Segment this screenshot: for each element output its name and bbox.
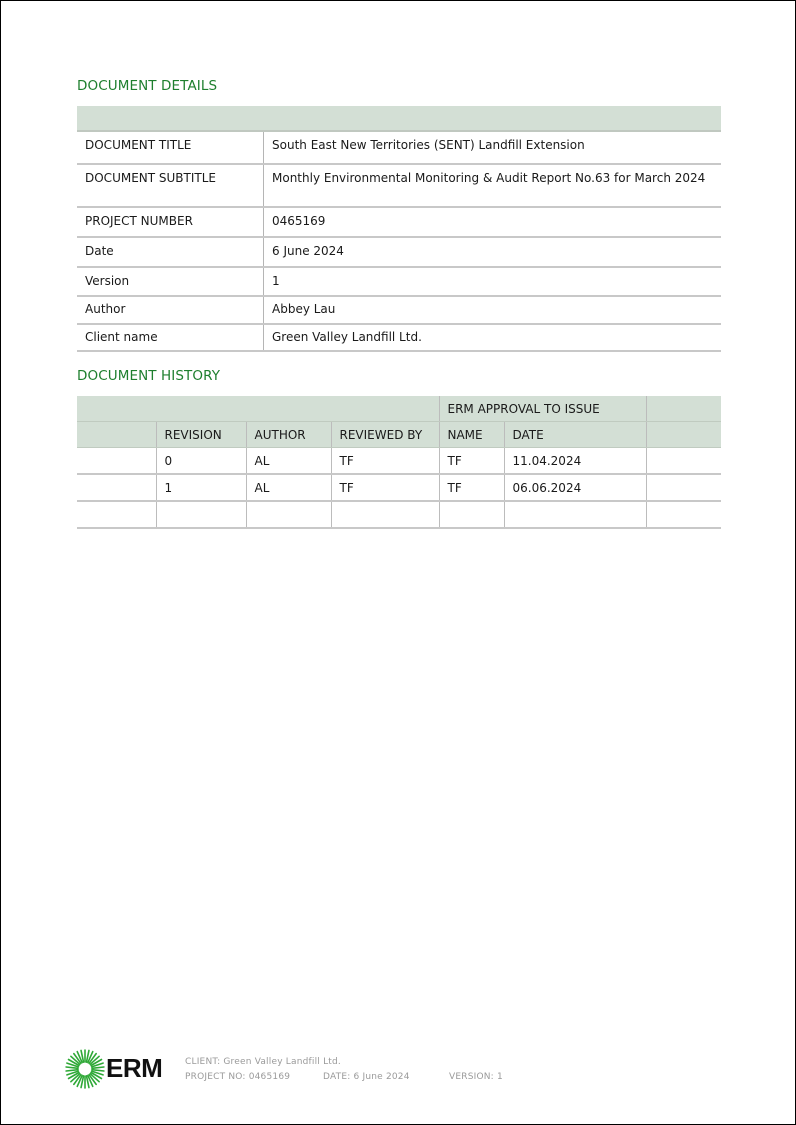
row-key: DOCUMENT SUBTITLE [77,164,264,207]
footer-client: CLIENT: Green Valley Landfill Ltd. [185,1057,341,1067]
row-key: DOCUMENT TITLE [77,131,264,164]
row-key: Version [77,267,264,296]
table-row [77,324,721,351]
revision-cell [156,501,246,528]
approval-date-cell [504,501,646,528]
revision-cell: 0 [156,448,246,475]
erm-sunburst-icon [65,1049,105,1089]
history-group-header-row [77,396,721,422]
row-value: Monthly Environmental Monitoring & Audit Report No.63 for March 2024 [264,164,722,207]
reviewer-cell [331,501,439,528]
document-history-table [77,396,721,529]
reviewer-cell: TF [331,474,439,501]
approver-name-cell: TF [439,474,504,501]
table-row [77,237,721,267]
col-header-revision: REVISION [156,422,246,448]
row-key: Author [77,296,264,324]
history-column-header-row [77,422,721,448]
document-details-table [77,106,721,352]
row-value: South East New Territories (SENT) Landfill Extension [264,131,722,164]
document-details-heading: DOCUMENT DETAILS [77,78,218,94]
row-key: Date [77,237,264,267]
document-history-heading: DOCUMENT HISTORY [77,368,221,384]
table-row [77,164,721,207]
row-value: Green Valley Landfill Ltd. [264,324,722,351]
row-value: 1 [264,267,722,296]
author-cell: AL [246,474,331,501]
author-cell [246,501,331,528]
row-value: Abbey Lau [264,296,722,324]
table-row [77,131,721,164]
footer-project-no: PROJECT NO: 0465169 [185,1072,291,1082]
details-header-row [77,106,721,131]
erm-logo [65,1049,165,1089]
table-row [77,448,721,475]
approval-date-cell: 11.04.2024 [504,448,646,475]
table-row [77,501,721,528]
table-row [77,267,721,296]
approval-date-cell: 06.06.2024 [504,474,646,501]
row-key: PROJECT NUMBER [77,207,264,237]
footer-version: VERSION: 1 [449,1072,503,1082]
reviewer-cell: TF [331,448,439,475]
revision-cell: 1 [156,474,246,501]
approval-group-header: ERM APPROVAL TO ISSUE [439,396,646,422]
table-row [77,474,721,501]
logo-text: ERM [106,1053,163,1083]
table-row [77,207,721,237]
row-value: 6 June 2024 [264,237,722,267]
row-key: Client name [77,324,264,351]
col-header-author: AUTHOR [246,422,331,448]
approver-name-cell: TF [439,448,504,475]
footer-date: DATE: 6 June 2024 [323,1072,410,1082]
table-row [77,296,721,324]
col-header-reviewed-by: REVIEWED BY [331,422,439,448]
author-cell: AL [246,448,331,475]
col-header-name: NAME [439,422,504,448]
col-header-date: DATE [504,422,646,448]
approver-name-cell [439,501,504,528]
row-value: 0465169 [264,207,722,237]
